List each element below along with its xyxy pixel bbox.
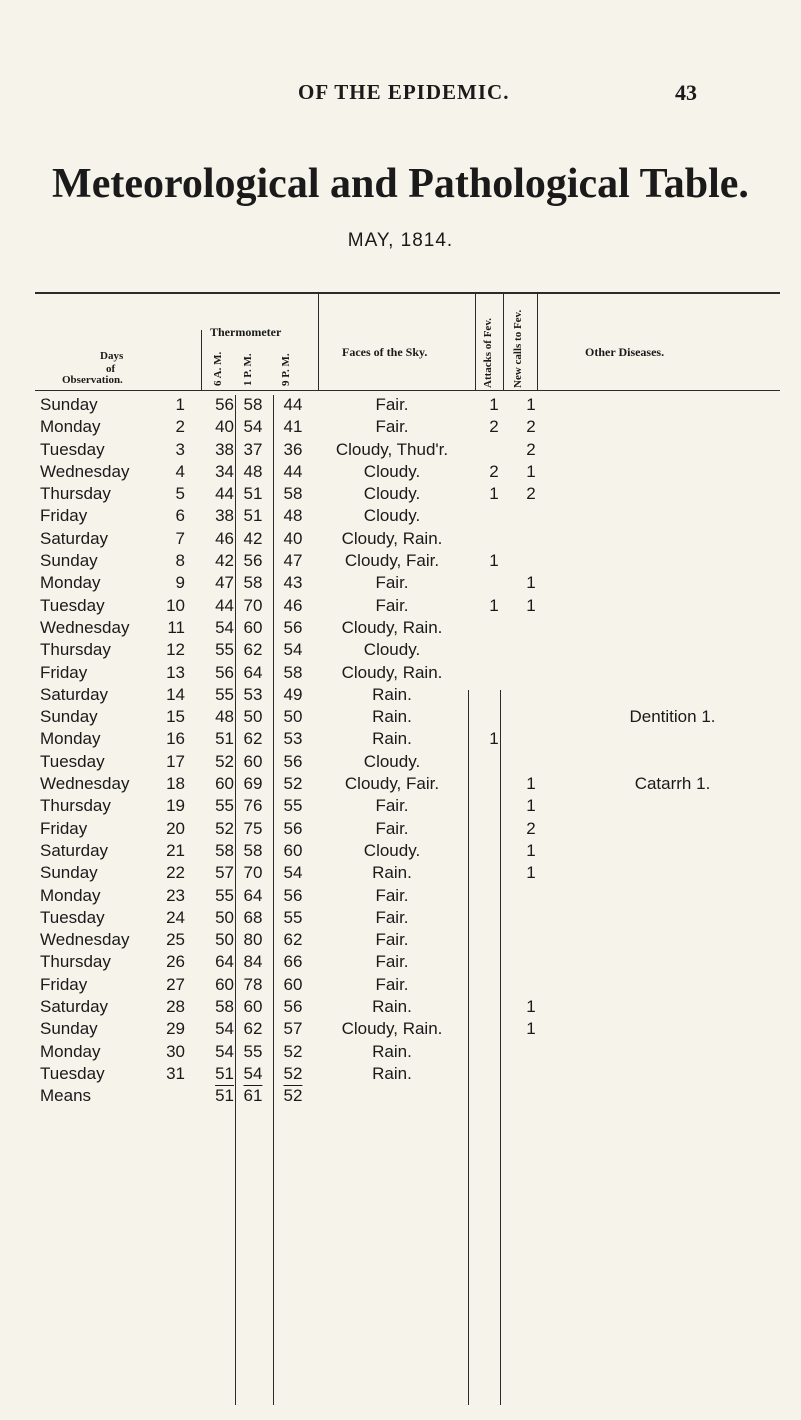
divider-line [475, 294, 476, 390]
table-row [40, 596, 780, 618]
header-days: Days [100, 350, 124, 362]
day-cell: Wednesday [40, 930, 130, 950]
day-cell: Wednesday [40, 461, 130, 481]
divider-line [537, 294, 538, 390]
day-cell: Monday [40, 573, 101, 593]
sky-cell: Fair. [375, 907, 409, 927]
temp-1pm-cell: 58 [243, 573, 263, 593]
temp-6am-cell: 55 [215, 885, 234, 905]
table-row [40, 484, 780, 506]
sky-cell: Cloudy, Rain. [341, 662, 443, 682]
temp-6am-cell: 52 [215, 751, 234, 771]
temp-1pm-cell: 55 [243, 1041, 263, 1061]
temp-6am-cell: 40 [215, 417, 234, 437]
date-cell: 12 [166, 640, 185, 660]
day-cell: Friday [40, 974, 88, 994]
sky-cell: Cloudy. [363, 484, 421, 504]
table-body [40, 395, 780, 1109]
temp-6am-cell: 48 [215, 707, 234, 727]
table-row [40, 1042, 780, 1064]
temp-9pm-cell: 55 [283, 907, 303, 927]
sky-cell: Cloudy. [363, 506, 421, 526]
table-row [40, 752, 780, 774]
temp-9pm-cell: 66 [283, 952, 303, 972]
table-row [40, 774, 780, 796]
sky-cell: Cloudy. [363, 640, 421, 660]
temp-1pm-cell: 37 [243, 439, 263, 459]
day-cell: Wednesday [40, 617, 130, 637]
temp-6am-cell: 50 [215, 930, 234, 950]
day-cell: Friday [40, 506, 88, 526]
temp-1pm-cell: 56 [243, 551, 263, 571]
date-cell: 24 [166, 907, 185, 927]
temp-1pm-cell: 51 [243, 506, 263, 526]
attacks-cell: 2 [489, 417, 499, 437]
temp-9pm-cell: 52 [283, 1041, 303, 1061]
date-cell: 7 [175, 528, 185, 548]
sky-cell: Fair. [375, 952, 409, 972]
temp-9pm-cell: 46 [283, 595, 303, 615]
temp-1pm-cell: 78 [243, 974, 263, 994]
day-cell: Saturday [40, 997, 109, 1017]
temp-9pm-cell: 44 [283, 461, 303, 481]
day-cell: Tuesday [40, 751, 105, 771]
table-row [40, 841, 780, 863]
temp-1pm-cell: 42 [243, 528, 263, 548]
sky-cell: Fair. [375, 796, 409, 816]
temp-9pm-cell: 58 [283, 484, 303, 504]
temp-1pm-cell: 68 [243, 907, 263, 927]
day-cell: Saturday [40, 684, 109, 704]
temp-6am-cell: 54 [215, 1019, 234, 1039]
new-calls-cell: 1 [526, 461, 536, 481]
table-row [40, 997, 780, 1019]
temp-9pm-cell: 57 [283, 1019, 303, 1039]
table-row [40, 863, 780, 885]
temp-9pm-cell: 40 [283, 528, 303, 548]
new-calls-cell: 2 [526, 484, 536, 504]
day-cell: Sunday [40, 395, 98, 414]
header-6am: 6 A. M. [212, 351, 224, 386]
day-cell: Thursday [40, 796, 111, 816]
table-row [40, 551, 780, 573]
sky-cell: Fair. [375, 930, 409, 950]
attacks-cell: 1 [489, 729, 499, 749]
temp-1pm-cell: 75 [243, 818, 263, 838]
table-row [40, 462, 780, 484]
new-calls-cell: 1 [526, 395, 536, 414]
table-title: Meteorological and Pathological Table. [52, 161, 749, 207]
table-row [40, 685, 780, 707]
date-cell: 28 [166, 997, 185, 1017]
temp-1pm-cell: 53 [243, 684, 263, 704]
table-row [40, 506, 780, 528]
header-rule [35, 390, 780, 391]
temp-9pm-cell: 60 [283, 840, 303, 860]
sky-cell: Rain. [372, 1041, 412, 1061]
day-cell: Friday [40, 662, 88, 682]
temp-1pm-cell: 60 [243, 617, 263, 637]
sky-cell: Fair. [375, 573, 409, 593]
temp-9pm-cell: 53 [283, 729, 303, 749]
divider-line [201, 330, 202, 390]
date-cell: 26 [166, 952, 185, 972]
table-row [40, 1064, 780, 1086]
day-cell: Monday [40, 885, 101, 905]
temp-1pm-cell: 70 [243, 863, 263, 883]
date-cell: 1 [175, 395, 185, 414]
divider-line [318, 294, 319, 390]
sky-cell: Cloudy, Thud'r. [335, 439, 449, 459]
temp-9pm-cell: 56 [283, 885, 303, 905]
date-cell: 17 [166, 751, 185, 771]
temp-9pm-cell: 56 [283, 617, 303, 637]
temp-6am-cell: 55 [215, 796, 234, 816]
temp-1pm-cell: 62 [243, 729, 263, 749]
temp-6am-cell: 60 [215, 974, 234, 994]
temp-6am-cell: 64 [215, 952, 234, 972]
day-cell: Thursday [40, 640, 111, 660]
sky-cell: Rain. [372, 729, 412, 749]
sky-cell: Fair. [375, 818, 409, 838]
day-cell: Sunday [40, 1019, 98, 1039]
temp-9pm-cell: 62 [283, 930, 303, 950]
day-cell: Monday [40, 417, 101, 437]
date-cell: 20 [166, 818, 185, 838]
date-cell: 21 [166, 840, 185, 860]
date-cell: 11 [167, 617, 185, 637]
temp-6am-cell: 55 [215, 640, 234, 660]
header-observation: Observation. [62, 374, 123, 386]
day-cell: Monday [40, 1041, 101, 1061]
temp-6am-cell: 57 [215, 863, 234, 883]
new-calls-cell: 1 [526, 796, 536, 816]
temp-9pm-cell: 56 [283, 818, 303, 838]
day-cell: Tuesday [40, 595, 105, 615]
new-calls-cell: 1 [526, 997, 536, 1017]
new-calls-cell: 1 [526, 1019, 536, 1039]
temp-6am-cell: 52 [215, 818, 234, 838]
temp-9pm-cell: 41 [283, 417, 303, 437]
date-cell: 13 [166, 662, 185, 682]
other-diseases-cell: Catarrh 1. [634, 774, 711, 794]
temp-1pm-cell: 54 [243, 1063, 263, 1083]
temp-1pm-cell: 48 [243, 461, 263, 481]
date-cell: 8 [175, 551, 185, 571]
table-row [40, 573, 780, 595]
table-row [40, 886, 780, 908]
running-head [0, 80, 801, 110]
temp-1pm-cell: 64 [243, 662, 263, 682]
attacks-cell: 2 [489, 461, 499, 481]
date-cell: 2 [175, 417, 185, 437]
day-cell: Monday [40, 729, 101, 749]
header-thermometer: Thermometer [210, 325, 282, 339]
sky-cell: Cloudy. [363, 751, 421, 771]
sky-cell: Cloudy, Rain. [341, 617, 443, 637]
sky-cell: Fair. [375, 974, 409, 994]
sky-cell: Fair. [375, 595, 409, 615]
day-cell: Thursday [40, 952, 111, 972]
temp-1pm-cell: 62 [243, 1019, 263, 1039]
temp-9pm-cell: 54 [283, 863, 303, 883]
date-cell: 27 [166, 974, 185, 994]
temp-6am-cell: 34 [215, 461, 234, 481]
temp-9pm-cell: 36 [283, 439, 303, 459]
table-row [40, 440, 780, 462]
new-calls-cell: 2 [526, 818, 536, 838]
temp-1pm-cell: 62 [243, 640, 263, 660]
temp-6am-cell: 58 [215, 997, 234, 1017]
date-cell: 4 [175, 461, 185, 481]
temp-6am-cell: 50 [215, 907, 234, 927]
day-cell: Sunday [40, 863, 98, 883]
temp-9pm-cell: 54 [283, 640, 303, 660]
temp-1pm-cell: 84 [243, 952, 263, 972]
date-cell: 14 [166, 684, 185, 704]
table-row [40, 417, 780, 439]
temp-9pm-cell: 60 [283, 974, 303, 994]
temp-1pm-cell: 76 [243, 796, 263, 816]
temp-1pm-cell: 51 [243, 484, 263, 504]
sky-cell: Cloudy, Rain. [341, 1019, 443, 1039]
other-diseases-cell: Dentition 1. [629, 707, 716, 727]
table-row [40, 908, 780, 930]
new-calls-cell: 1 [526, 595, 536, 615]
header-other-diseases: Other Diseases. [585, 345, 665, 359]
temp-1pm-cell: 60 [243, 751, 263, 771]
date-cell: 15 [166, 707, 185, 727]
temp-9pm-cell: 48 [283, 506, 303, 526]
header-sky: Faces of the Sky. [342, 345, 428, 359]
date-cell: 25 [166, 930, 185, 950]
table-row [40, 975, 780, 997]
date-cell: 9 [175, 573, 185, 593]
temp-6am-cell: 46 [215, 528, 234, 548]
date-cell: 29 [166, 1019, 185, 1039]
temp-6am-cell: 51 [215, 729, 234, 749]
header-attacks: Attacks of Fev. [482, 318, 494, 388]
table-row [40, 729, 780, 751]
table-row [40, 529, 780, 551]
day-cell: Saturday [40, 840, 109, 860]
new-calls-cell: 1 [526, 573, 536, 593]
running-head-title: OF THE EPIDEMIC. [298, 80, 510, 104]
temp-1pm-cell: 80 [243, 930, 263, 950]
day-cell: Sunday [40, 551, 98, 571]
attacks-cell: 1 [489, 551, 499, 571]
attacks-cell: 1 [489, 395, 499, 414]
sky-cell: Rain. [372, 707, 412, 727]
day-cell: Tuesday [40, 907, 105, 927]
temp-6am-cell: 54 [215, 1041, 234, 1061]
temp-6am-cell: 55 [215, 684, 234, 704]
new-calls-cell: 1 [526, 863, 536, 883]
temp-1pm-cell: 69 [243, 774, 263, 794]
sky-cell: Rain. [372, 684, 412, 704]
temp-9pm-cell: 50 [283, 707, 303, 727]
temp-6am-cell: 38 [215, 506, 234, 526]
page-number: 43 [675, 80, 697, 105]
temp-6am-cell: 42 [215, 551, 234, 571]
divider-line [503, 294, 504, 390]
date-cell: 22 [166, 863, 185, 883]
temp-6am-cell: 38 [215, 439, 234, 459]
header-of: of [106, 363, 116, 375]
new-calls-cell: 2 [526, 439, 536, 459]
date-cell: 23 [166, 885, 185, 905]
table-row [40, 952, 780, 974]
day-cell: Sunday [40, 707, 98, 727]
temp-9pm-cell: 44 [283, 395, 303, 414]
sky-cell: Cloudy, Fair. [344, 774, 440, 794]
temp-6am-cell: 60 [215, 774, 234, 794]
date-cell: 18 [166, 774, 185, 794]
date-cell: 6 [175, 506, 185, 526]
attacks-cell: 1 [489, 595, 499, 615]
sky-cell: Rain. [372, 1063, 412, 1083]
temp-9pm-cell: 55 [283, 796, 303, 816]
table-row [40, 930, 780, 952]
day-cell: Tuesday [40, 439, 105, 459]
table-row [40, 796, 780, 818]
day-cell: Wednesday [40, 774, 130, 794]
date-cell: 31 [166, 1063, 185, 1083]
temp-6am-cell: 44 [215, 595, 234, 615]
attacks-cell: 1 [489, 484, 499, 504]
sky-cell: Fair. [375, 395, 409, 414]
temp-9pm-cell: 52 [283, 1063, 303, 1083]
temp-9pm-cell: 52 [283, 774, 303, 794]
temp-1pm-cell: 54 [243, 417, 263, 437]
sky-cell: Rain. [372, 997, 412, 1017]
temp-9pm-cell: 43 [283, 573, 303, 593]
table-row [40, 707, 780, 729]
sky-cell: Cloudy, Fair. [344, 551, 440, 571]
top-rule [35, 292, 780, 294]
day-cell: Friday [40, 818, 88, 838]
temp-6am-cell: 44 [215, 484, 234, 504]
temp-9pm-cell: 58 [283, 662, 303, 682]
temp-9pm-cell: 56 [283, 997, 303, 1017]
temp-1pm-cell: 60 [243, 997, 263, 1017]
sky-cell: Fair. [375, 417, 409, 437]
date-cell: 3 [175, 439, 185, 459]
temp-9pm-cell: 56 [283, 751, 303, 771]
table-subtitle: MAY, 1814. [347, 230, 454, 251]
temp-6am-cell: 56 [215, 395, 234, 414]
temp-1pm-cell: 70 [243, 595, 263, 615]
temp-6am-cell: 47 [215, 573, 234, 593]
means-1pm: 61 [243, 1086, 263, 1106]
temp-6am-cell: 58 [215, 840, 234, 860]
day-cell: Tuesday [40, 1063, 105, 1083]
temp-6am-cell: 54 [215, 617, 234, 637]
date-cell: 30 [166, 1041, 185, 1061]
means-9pm: 52 [283, 1086, 303, 1106]
means-6am: 51 [215, 1086, 234, 1106]
table-row [40, 618, 780, 640]
temp-1pm-cell: 50 [243, 707, 263, 727]
new-calls-cell: 2 [526, 417, 536, 437]
temp-9pm-cell: 47 [283, 551, 303, 571]
header-9pm: 9 P. M. [280, 353, 292, 386]
temp-9pm-cell: 49 [283, 684, 303, 704]
means-row [40, 1086, 780, 1108]
sky-cell: Cloudy, Rain. [341, 528, 443, 548]
table-row [40, 663, 780, 685]
day-cell: Thursday [40, 484, 111, 504]
sky-cell: Fair. [375, 885, 409, 905]
temp-6am-cell: 51 [215, 1063, 234, 1083]
temp-6am-cell: 56 [215, 662, 234, 682]
header-1pm: 1 P. M. [242, 353, 254, 386]
temp-1pm-cell: 58 [243, 395, 263, 414]
table-row [40, 819, 780, 841]
header-new-calls: New calls to Fev. [512, 309, 524, 388]
table-row [40, 395, 780, 417]
date-cell: 19 [166, 796, 185, 816]
date-cell: 5 [175, 484, 185, 504]
day-cell: Saturday [40, 528, 109, 548]
sky-cell: Rain. [372, 863, 412, 883]
table-row [40, 1019, 780, 1041]
date-cell: 16 [166, 729, 185, 749]
date-cell: 10 [166, 595, 185, 615]
means-label: Means [40, 1086, 92, 1106]
temp-1pm-cell: 58 [243, 840, 263, 860]
new-calls-cell: 1 [526, 840, 536, 860]
sky-cell: Cloudy. [363, 461, 421, 481]
table-row [40, 640, 780, 662]
temp-1pm-cell: 64 [243, 885, 263, 905]
sky-cell: Cloudy. [363, 840, 421, 860]
new-calls-cell: 1 [526, 774, 536, 794]
